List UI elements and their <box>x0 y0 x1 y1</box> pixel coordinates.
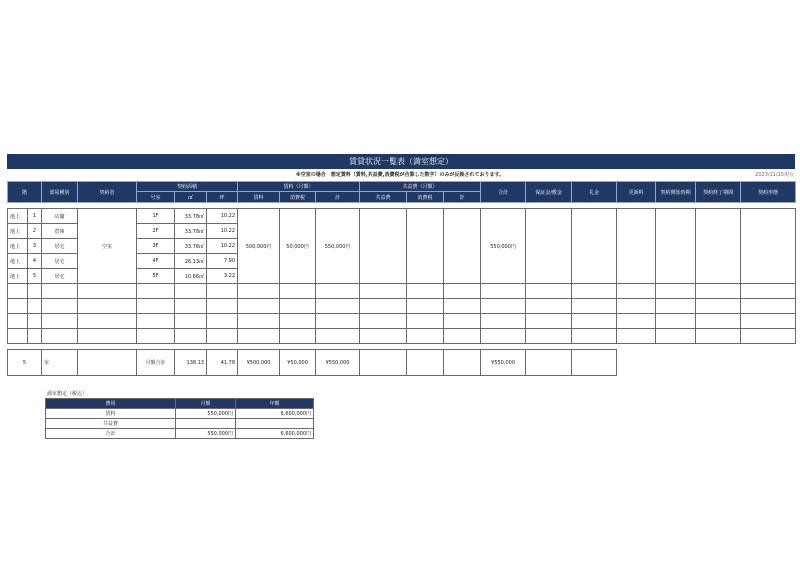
num-cell: 2 <box>28 224 42 239</box>
room-cell: 4F <box>137 254 175 269</box>
header-contract-form: 契約形態 <box>741 182 796 203</box>
summary-monthly <box>176 419 236 429</box>
tsubo-cell: 10.22 <box>207 239 238 254</box>
common-cell <box>360 209 407 284</box>
header-key-money: 礼金 <box>572 182 617 203</box>
level-cell: 地上 <box>8 254 28 269</box>
summary-row <box>46 419 314 429</box>
table-row <box>8 329 796 344</box>
num-cell: 1 <box>28 209 42 224</box>
summary-item: 合計 <box>46 429 176 439</box>
num-cell: 4 <box>28 254 42 269</box>
total-row <box>8 350 796 376</box>
page-title: 賃貸状況一覧表（満室想定） <box>7 154 795 169</box>
header-contract-start: 契約開始時期 <box>656 182 696 203</box>
contract-form-cell <box>741 209 796 284</box>
room-cell: 1F <box>137 209 175 224</box>
summary-annual: 6,600,000円 <box>236 429 314 439</box>
header-rent-tax: 消費税 <box>280 192 316 203</box>
notice-text: ※空室の場合 想定賃料（賃料,共益費,消費税が合算した数字）のみが反映されております。 <box>295 172 505 178</box>
summary-item: 共益費 <box>46 419 176 429</box>
summary-annual <box>236 419 314 429</box>
header-common: 共益費 <box>360 192 407 203</box>
header-contract-end: 契約終了期間 <box>696 182 741 203</box>
tsubo-cell: 7.90 <box>207 254 238 269</box>
total-sqm: 138.13 <box>175 350 207 376</box>
header-rent-group: 賃料（月額） <box>238 182 360 192</box>
total-rent-tax: ¥50,000 <box>280 350 316 376</box>
total-common-total <box>444 350 481 376</box>
header-room-type: 部屋種別 <box>42 182 78 203</box>
header-deposit: 保証金/敷金 <box>526 182 572 203</box>
header-sqm: ㎡ <box>175 192 207 203</box>
type-cell: 居宅 <box>42 269 78 284</box>
rent-roll-table <box>7 181 796 376</box>
header-room-no: 号室 <box>137 192 175 203</box>
header-rent: 賃料 <box>238 192 280 203</box>
level-cell: 地上 <box>8 269 28 284</box>
total-deposit <box>526 350 572 376</box>
header-tenant: 契約者 <box>78 182 137 203</box>
table-row <box>8 299 796 314</box>
room-cell: 2F <box>137 224 175 239</box>
tsubo-cell: 10.22 <box>207 224 238 239</box>
sqm-cell: 33.78㎡ <box>175 239 207 254</box>
common-tax-cell <box>407 209 444 284</box>
total-unit: 室 <box>42 350 78 376</box>
type-cell: 店舗 <box>42 209 78 224</box>
table-row <box>8 284 796 299</box>
tsubo-cell: 10.22 <box>207 209 238 224</box>
total-rent: ¥500,000 <box>238 350 280 376</box>
room-cell: 3F <box>137 239 175 254</box>
header-rent-total: 計 <box>316 192 360 203</box>
room-cell: 5F <box>137 269 175 284</box>
grand-total-cell: 550,000円 <box>481 209 526 284</box>
total-empty <box>656 350 696 376</box>
total-empty <box>696 350 741 376</box>
header-floor: 階 <box>8 182 42 203</box>
type-cell: 居宅 <box>42 254 78 269</box>
total-grand-total: ¥550,000 <box>481 350 526 376</box>
summary-table <box>45 398 314 439</box>
rent-total-cell: 550,000円 <box>316 209 360 284</box>
key-money-cell <box>572 209 617 284</box>
summary-row <box>46 429 314 439</box>
header-renewal-fee: 更新料 <box>617 182 656 203</box>
contract-start-cell <box>656 209 696 284</box>
type-cell: 倉庫 <box>42 224 78 239</box>
sqm-cell: 10.66㎡ <box>175 269 207 284</box>
rent-tax-cell: 50,000円 <box>280 209 316 284</box>
total-common-tax <box>407 350 444 376</box>
total-tenant <box>78 350 137 376</box>
summary-title: 満室想定（税込） <box>47 391 88 397</box>
level-cell: 地上 <box>8 239 28 254</box>
summary-monthly: 550,000円 <box>176 409 236 419</box>
table-row <box>8 314 796 329</box>
summary-header-item: 費用 <box>46 399 176 409</box>
type-cell: 居宅 <box>42 239 78 254</box>
summary-monthly: 550,000円 <box>176 429 236 439</box>
header-common-total: 計 <box>444 192 481 203</box>
sqm-cell: 33.78㎡ <box>175 209 207 224</box>
summary-header-annual: 年額 <box>236 399 314 409</box>
total-common <box>360 350 407 376</box>
header-contract-area: 契約面積 <box>137 182 238 192</box>
total-count: 5 <box>8 350 42 376</box>
tenant-cell: 空室 <box>78 209 137 284</box>
renewal-fee-cell <box>617 209 656 284</box>
level-cell: 地上 <box>8 224 28 239</box>
num-cell: 5 <box>28 269 42 284</box>
summary-header-monthly: 月額 <box>176 399 236 409</box>
level-cell: 地上 <box>8 209 28 224</box>
total-rent-total: ¥550,000 <box>316 350 360 376</box>
header-grand-total: 合計 <box>481 182 526 203</box>
header-tsubo: 坪 <box>207 192 238 203</box>
as-of-date: 2023/11/15現在 <box>755 172 794 178</box>
total-tsubo: 41.78 <box>207 350 238 376</box>
summary-row <box>46 409 314 419</box>
header-common-group: 共益費（月額） <box>360 182 481 192</box>
header-common-tax: 消費税 <box>407 192 444 203</box>
total-empty <box>741 350 796 376</box>
rent-cell: 500,000円 <box>238 209 280 284</box>
summary-item: 賃料 <box>46 409 176 419</box>
summary-annual: 6,600,000円 <box>236 409 314 419</box>
sqm-cell: 26.13㎡ <box>175 254 207 269</box>
total-empty <box>617 350 656 376</box>
total-label: 月額合計 <box>137 350 175 376</box>
contract-end-cell <box>696 209 741 284</box>
sqm-cell: 33.78㎡ <box>175 224 207 239</box>
num-cell: 3 <box>28 239 42 254</box>
tsubo-cell: 3.22 <box>207 269 238 284</box>
table-row <box>8 209 796 224</box>
common-total-cell <box>444 209 481 284</box>
total-key-money <box>572 350 617 376</box>
deposit-cell <box>526 209 572 284</box>
